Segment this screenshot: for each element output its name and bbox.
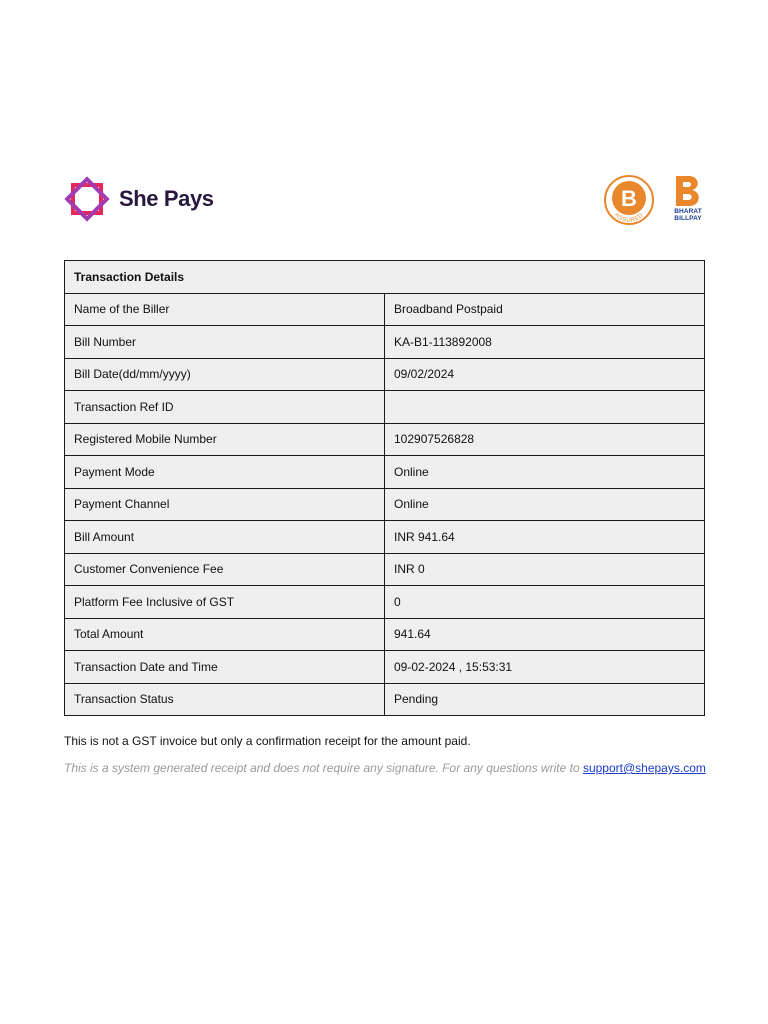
transaction-details-table bbox=[64, 260, 705, 716]
row-value: Pending bbox=[385, 683, 705, 716]
table-row bbox=[65, 618, 705, 651]
gst-note: This is not a GST invoice but only a confirmation receipt for the amount paid. bbox=[64, 734, 471, 748]
row-value: INR 941.64 bbox=[385, 521, 705, 554]
row-value: KA-B1-113892008 bbox=[385, 326, 705, 359]
bharat-billpay-b-icon bbox=[672, 174, 704, 208]
row-value bbox=[385, 391, 705, 424]
row-label: Name of the Biller bbox=[65, 293, 385, 326]
bbps-line-2: BILLPAY bbox=[674, 215, 702, 222]
row-label: Bill Number bbox=[65, 326, 385, 359]
table-row bbox=[65, 326, 705, 359]
table-title-row bbox=[65, 261, 705, 294]
row-value: Broadband Postpaid bbox=[385, 293, 705, 326]
disclaimer-text: This is a system generated receipt and does not require any signature. For any questions write to bbox=[64, 761, 580, 775]
row-label: Payment Channel bbox=[65, 488, 385, 521]
support-email-link[interactable]: support@shepays.com bbox=[582, 761, 706, 775]
shepays-logo bbox=[64, 176, 214, 222]
row-value: Online bbox=[385, 488, 705, 521]
row-value: INR 0 bbox=[385, 553, 705, 586]
row-value: 09/02/2024 bbox=[385, 358, 705, 391]
row-label: Transaction Date and Time bbox=[65, 651, 385, 684]
table-row bbox=[65, 488, 705, 521]
row-value: 0 bbox=[385, 586, 705, 619]
row-value: Online bbox=[385, 456, 705, 489]
row-label: Bill Date(dd/mm/yyyy) bbox=[65, 358, 385, 391]
bharat-billpay-logo bbox=[671, 174, 705, 222]
table-title: Transaction Details bbox=[65, 261, 705, 294]
row-label: Registered Mobile Number bbox=[65, 423, 385, 456]
bbps-line-1: BHARAT bbox=[674, 208, 702, 215]
row-label: Transaction Status bbox=[65, 683, 385, 716]
bbps-assured-badge-icon bbox=[603, 174, 655, 226]
row-label: Platform Fee Inclusive of GST bbox=[65, 586, 385, 619]
table-row bbox=[65, 586, 705, 619]
table-row bbox=[65, 293, 705, 326]
brand-name: She Pays bbox=[119, 186, 214, 211]
row-label: Total Amount bbox=[65, 618, 385, 651]
svg-text:B: B bbox=[621, 186, 637, 211]
assured-label: ASSURED bbox=[613, 212, 645, 225]
row-label: Customer Convenience Fee bbox=[65, 553, 385, 586]
row-value: 941.64 bbox=[385, 618, 705, 651]
row-label: Transaction Ref ID bbox=[65, 391, 385, 424]
table-row bbox=[65, 358, 705, 391]
table-row bbox=[65, 553, 705, 586]
row-label: Payment Mode bbox=[65, 456, 385, 489]
row-value: 09-02-2024 , 15:53:31 bbox=[385, 651, 705, 684]
row-value: 102907526828 bbox=[385, 423, 705, 456]
table-row bbox=[65, 423, 705, 456]
disclaimer-line bbox=[64, 761, 706, 775]
star-knot-logo-icon bbox=[64, 176, 110, 222]
table-row bbox=[65, 683, 705, 716]
table-row bbox=[65, 456, 705, 489]
table-row bbox=[65, 391, 705, 424]
receipt-header bbox=[64, 174, 705, 230]
row-label: Bill Amount bbox=[65, 521, 385, 554]
table-row bbox=[65, 651, 705, 684]
table-row bbox=[65, 521, 705, 554]
bbps-badges bbox=[603, 174, 705, 226]
